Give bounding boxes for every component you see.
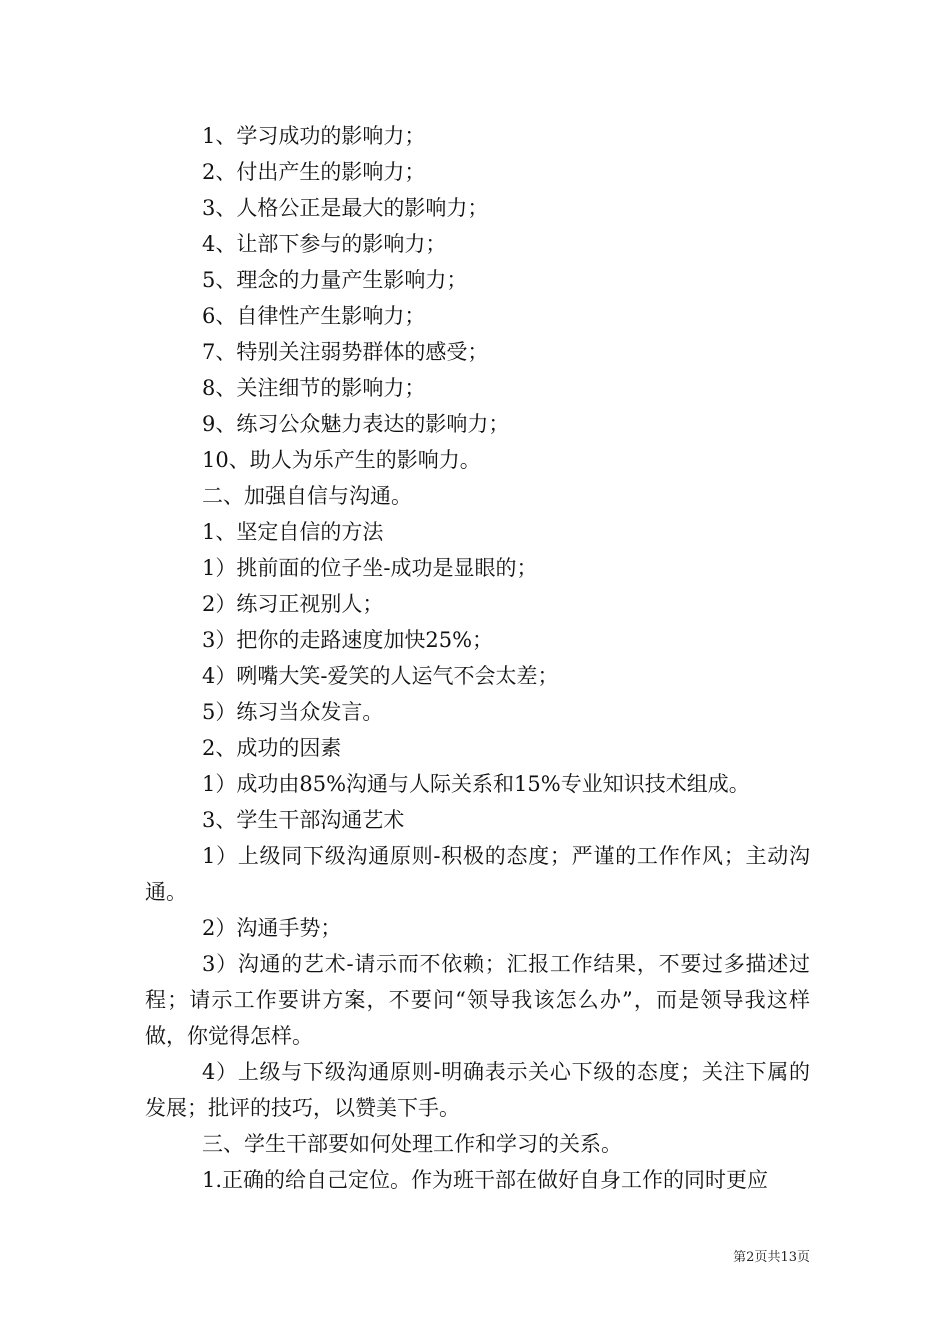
paragraph: 5、理念的力量产生影响力； (202, 268, 468, 292)
paragraph: 6、自律性产生影响力； (202, 304, 426, 328)
paragraph: 7、特别关注弱势群体的感受； (202, 340, 489, 364)
paragraph: 1.正确的给自己定位。作为班干部在做好自身工作的同时更应 (202, 1168, 769, 1192)
section-heading: 二、加强自信与沟通。 (202, 484, 412, 508)
paragraph: 1）成功由85%沟通与人际关系和15%专业知识技术组成。 (202, 772, 750, 796)
paragraph: 2、付出产生的影响力； (202, 160, 426, 184)
paragraph: 1）挑前面的位子坐-成功是显眼的； (202, 556, 538, 580)
paragraph: 4、让部下参与的影响力； (202, 232, 447, 256)
page-number: 第2页共13页 (733, 1250, 810, 1265)
paragraph: 3、人格公正是最大的影响力； (202, 196, 489, 220)
paragraph: 3）把你的走路速度加快25%； (202, 628, 494, 652)
section-heading: 三、学生干部要如何处理工作和学习的关系。 (202, 1132, 622, 1156)
subsection-heading: 1、坚定自信的方法 (202, 520, 384, 544)
paragraph: 3）沟通的艺术-请示而不依赖；汇报工作结果，不要过多描述过程；请示工作要讲方案，不要问“领导我该怎么办”，而是领导我这样做，你觉得怎样。 (145, 952, 810, 1048)
paragraph: 4）咧嘴大笑-爱笑的人运气不会太差； (202, 664, 559, 688)
subsection-heading: 2、成功的因素 (202, 736, 342, 760)
paragraph: 5）练习当众发言。 (202, 700, 384, 724)
paragraph: 1、学习成功的影响力； (202, 124, 426, 148)
paragraph: 2）练习正视别人； (202, 592, 384, 616)
subsection-heading: 3、学生干部沟通艺术 (202, 808, 405, 832)
paragraph: 10、助人为乐产生的影响力。 (202, 448, 481, 472)
paragraph: 2）沟通手势； (202, 916, 342, 940)
paragraph: 4）上级与下级沟通原则-明确表示关心下级的态度；关注下属的发展；批评的技巧，以赞美下手。 (145, 1060, 810, 1120)
paragraph: 8、关注细节的影响力； (202, 376, 426, 400)
paragraph: 1）上级同下级沟通原则-积极的态度；严谨的工作作风；主动沟通。 (145, 844, 810, 904)
paragraph: 9、练习公众魅力表达的影响力； (202, 412, 510, 436)
document-body (145, 118, 810, 1198)
